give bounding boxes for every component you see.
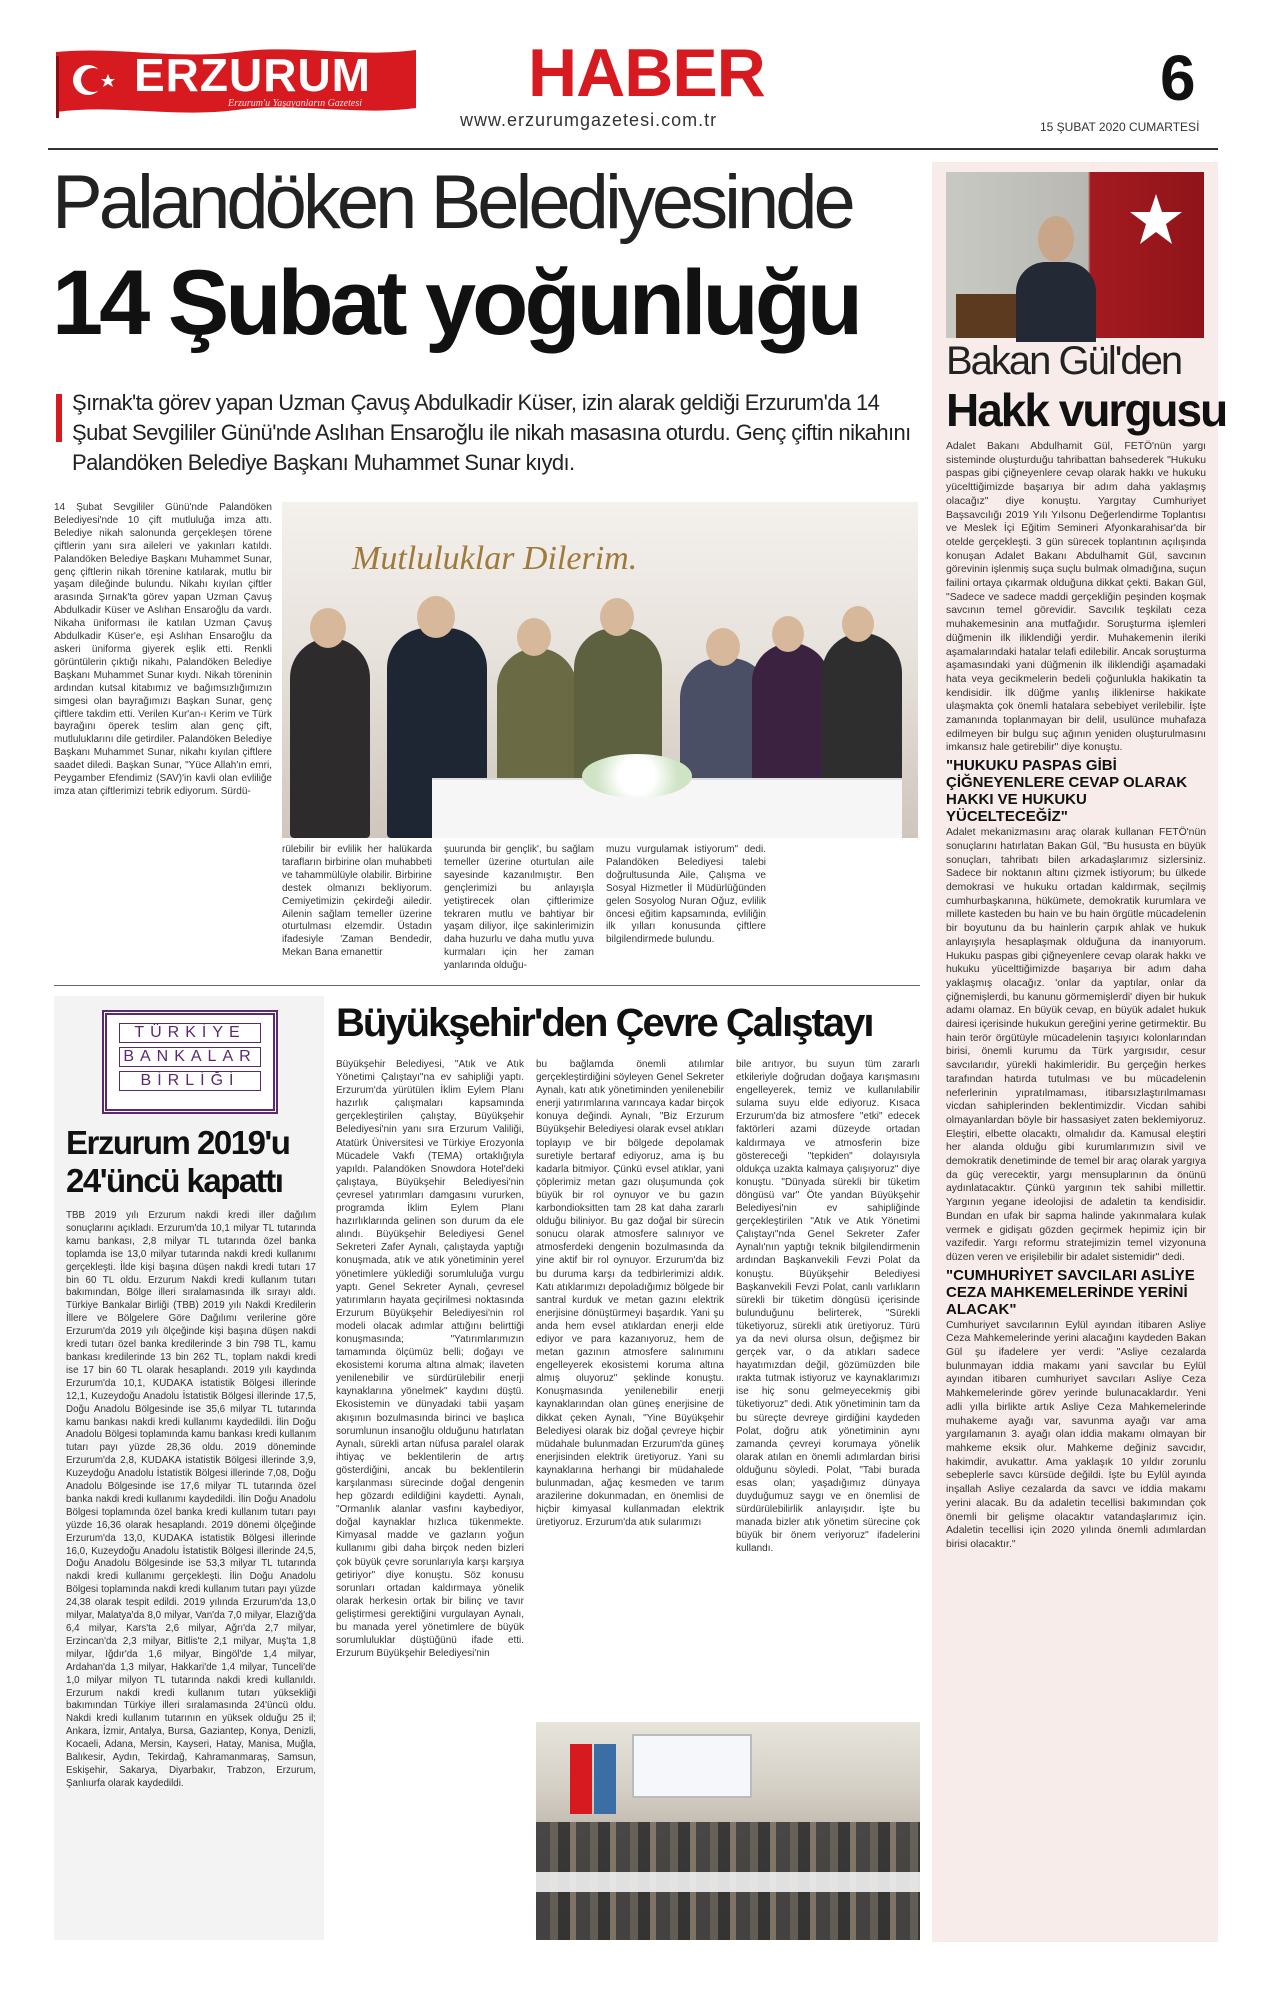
bank-headline-line1: Erzurum 2019'u (66, 1124, 290, 1161)
flag-icon (594, 1744, 616, 1814)
side-headline-line1: Bakan Gül'den (946, 339, 1182, 383)
page-number: 6 (1160, 42, 1196, 114)
minister-photo (946, 172, 1204, 338)
flower-arrangement (582, 754, 692, 798)
flag-emblem-icon (1126, 190, 1186, 250)
person-head (706, 628, 740, 666)
section-title: HABER (528, 35, 765, 111)
bank-body: TBB 2019 yılı Erzurum nakdi kredi iller dağılım sonuçlarını açıkladı. Erzurum'da 10,1 milyar TL tutarında kamu bankası, 2,8 milyar TL tutarında özel banka toplamda ise 13,0 milyar tutarında nakdi kredi kullanımı gerçekleşti. İlde kişi başına düşen nakdi kredi tutarı 17 bin 60 TL oldu. Erzurum Nakdi kredi kullanım tutarı bakımından, Bölge illeri sıralamasında ilk sırayı aldı. Türkiye Bankalar Birliği (TBB) 2019 yılı Nakdi Kredilerin İllere ve Bölgelere Göre Dağılımı verilerine göre Erzurum'da 2019 yılı ölçeğinde kişi başına düşen nakdi kredi tutarı özel banka kredilerinde 3 bin 798 TL, kamu bankası kredilerinde 13 bin 262 TL, toplam nakdi kredi ise 17 bin 60 TL olarak hesaplandı. 2019 yılı kaydında Erzurum'da 10,1, KUDAKA istatistik Bölgesi illerinde 12,1, Kuzeydoğu Anadolu İstatistik Bölgesi illerinde 17,5, Doğu Anadolu Bölgesinde ise 35,6 milyar TL tutarında kamu bankası nakdi kredi kullanımı kaydedildi. İlin Doğu Anadolu Bölgesi toplamında kamu bankası kredi kullanım tutarı payı yüzde 28,36 oldu. 2019 döneminde Erzurum'da 2,8, KUDAKA istatistik Bölgesi illerinde 3,9, Kuzeydoğu Anadolu İstatistik Bölgesi illerinde 7,08, Doğu Anadolu Bölgesinde ise 17,6 milyar TL tutarında özel banka nakdi kredi kullanımı kaydedildi. İlin Doğu Anadolu Bölgesi toplamında özel banka kredi kullanım tutarı payı yüzde 16,36 olarak hesaplandı. 2019 dönemi ölçeğinde Erzurum'da 13,0, KUDAKA istatistik Bölgesi illerinde 16,0, Kuzeydoğu Anadolu İstatistik Bölgesi illerinde 24,5, Doğu Anadolu Bölgesinde ise 53,3 milyar TL tutarında nakdi kredi kullanımı gerçekleşti. İlin Doğu Anadolu Bölgesi toplamında nakdi kredi kullanım tutarı payı yüzde 24,38 olarak tespit edildi. 2019 yılında Erzurum'da 13,0 milyar, Malatya'da 8,0 milyar, Van'da 7,0 milyar, Elazığ'da 6,4 milyar, Kars'ta 2,6 milyar, Ağrı'da 2,7 milyar, Erzincan'da 2,3 milyar, Bitlis'te 2,1 milyar, Muş'ta 1,8 milyar, Iğdır'da 1,6 milyar, Bingöl'de 1,4 milyar, Ardahan'da 1,3 milyar, Hakkari'de 1,4 milyar, Tunceli'de 1,0 milyar milyon TL tutarında nakdi kredi kullanıldı. Erzurum nakdi kredi kullanım tutarı yüksekliği bakımından Türkiye illeri sıralamasında 24'üncü oldu. Nakdi kredi kullanım tutarının en yüksek olduğu 25 il; Ankara, İzmir, Antalya, Bursa, Gaziantep, Konya, Denizli, Kocaeli, Adana, Mersin, Kayseri, Hatay, Manisa, Muğla, Balıkesir, Aydın, Tekirdağ, Kahramanmaraş, Samsun, Eskişehir, Sakarya, Diyarbakır, Trabzon, Erzurum, Şanlıurfa olarak kaydedildi. (66, 1210, 316, 1789)
logo-flag (56, 46, 416, 118)
tbb-logo-line1: TÜRKİYE (119, 1023, 261, 1043)
main-col3: şuurunda bir gençlik', bu sağlam temeller üzerine oturtulan aile sayesinde kazanılmıştır. Ben gençlerimizi bu anlayışla yetiştirecek olan çiftlerimize tekraren mutlu ve bahtiyar bir yaşam diliyor, ilçe sakinlerimizin daha huzurlu ve daha mutlu yuva kurmaları için her zaman yanlarında olduğu- (444, 844, 594, 972)
main-headline-line2: 14 Şubat yoğunluğu (52, 252, 860, 354)
side-body (946, 440, 1206, 1552)
tbb-logo (102, 1010, 278, 1114)
side-headline-line2: Hakk vurgusu (946, 384, 1227, 436)
section-divider (54, 985, 920, 986)
person-head (417, 596, 455, 638)
projection-screen (632, 1734, 752, 1798)
person-head (842, 606, 874, 642)
main-col2: rülebilir bir evlilik her halükarda tarafların birbirine olan muhabbeti ve tahammülüyle olabilir. Birbirine destek olmanızı bekliyorum. Cemiyetimizin çekirdeği ailedir. Ailenin sağlam temeller üzerine oturtulması elzemdir. Üstadın ifadesiyle 'Zaman Bendedir, Mekan Bana emanettir (282, 844, 432, 959)
person-head (310, 608, 346, 648)
lead-paragraph: Şırnak'ta görev yapan Uzman Çavuş Abdulkadir Küser, izin alarak geldiği Erzurum'da 14 Şubat Sevgililer Günü'nde Aslıhan Ensaroğlu ile nikah masasına oturdu. Genç çiftin nikahını Palandöken Belediye Başkanı Muhammet Sunar kıydı. (72, 390, 911, 475)
main-headline-line1: Palandöken Belediyesinde (52, 160, 852, 245)
issue-date: 15 ŞUBAT 2020 CUMARTESİ (1040, 120, 1200, 134)
logo-text: ERZURUM (134, 49, 371, 101)
bank-headline-line2: 24'üncü kapattı (66, 1162, 283, 1199)
tbb-logo-line3: BİRLİĞİ (119, 1071, 261, 1091)
side-subheading-2: "CUMHURİYET SAVCILARI ASLİYE CEZA MAHKEMELERİNDE YERİNİ ALACAK" (946, 1266, 1195, 1318)
tbb-logo-line2: BANKALAR (119, 1047, 261, 1067)
env-col2: bu bağlamda önemli atılımlar gerçekleştirdiğini söyleyen Genel Sekreter Aynalı, katı atık yönetiminden yenilenebilir enerji yatırımlarına varıncaya kadar birçok konuya değindi. Aynalı, "Biz Erzurum Büyükşehir Belediyesi olarak evsel atıkları toplayıp ve bir bölgede depolamak suretiyle bertaraf ediyoruz, ama iş bu kadarla bitmiyor. Çünkü evsel atıklar, yani çöplerimiz metan gazı oluşumunda çok büyük bir rol oynuyor ve bu gazın karbondioksitten tam 28 kat daha zararlı olduğu biliniyor. Bu gaz doğal bir sürecin sonucu olarak atmosfere salınıyor ve atmosferdeki dengenin bozulmasında da yine aktif bir rol oynuyor. Erzurum'da biz bu duruma karşı da tedbirlerimizi aldık. Katı atıklarımızı depoladığımız bölgede bir santral kurduk ve metan gazını elektrik enerjisine dönüştürmeyi başardık. Yani şu anda hem evsel atıklardan enerji elde ediyor ve para kazanıyoruz, hem de metan gazının atmosfere salınımını engelleyerek ekosistemi koruma altına almış oluyoruz" şeklinde konuştu. Konuşmasında yenilenebilir enerji kaynaklarından olan güneş enerjisine de dikkat çeken Aynalı, "Yine Büyükşehir Belediyesi olarak biz doğal çevreye hiçbir müdahale bulunmadan Erzurum'da güneş enerjisinden elektrik üretiyoruz. Yani su kaynaklarına herhangi bir müdahalede bulunmadan, ağaç kesmeden ve tarım arazilerine dokunmadan, en önemlisi de hiçbir kimyasal kullanmadan elektrik üretiyoruz. Erzurum'da atık sularımızı (536, 1059, 724, 1529)
env-col1: Büyükşehir Belediyesi, "Atık ve Atık Yönetimi Çalıştayı"na ev sahipliği yaptı. Erzurum'da yürütülen İklim Eylem Planı hazırlık çalışmaları kapsamında gerçekleştirilen çalıştay, Büyükşehir Belediyesi'nin yanı sıra Erzurum Valiliği, Atatürk Üniversitesi ve Türkiye Erozyonla Mücadele Vakfı (TEMA) ortaklığıyla yapıldı. Palandöken Snowdora Hotel'deki çalıştaya, Büyükşehir Belediyesi'nin çevresel yatırımları damgasını vururken, programda İklim Eylem Planı hazırlıklarında gelinen son durum da ele alındı. Büyükşehir Belediyesi Genel Sekreteri Zafer Aynalı, çalıştayda yaptığı konuşmada, atık ve atık yönetiminin yerel yönetimlere yüklediği sorumluluğa vurgu yaptı. Genel Sekreter Aynalı, çevresel yatırımların hayata geçirilmesi noktasında Erzurum Büyükşehir Belediyesi'nin rol modeli olacak adımlar attığını belirttiği konuşmasında; "Yatırımlarımızın tamamında ölçümüz belli; doğayı ve ekosistemi koruma altına almak; ilaveten yenilenebilir ve sürdürülebilir enerji kaynaklarına yönelmek" kaydını düştü. Ekosistemin ve dünyadaki tabii yaşam akışının bozulmasında birinci ve başlıca sorumlunun insanoğlu olduğunu hatırlatan Aynalı, sürekli artan nüfusa paralel olarak ihtiyaç ve beklentilerin de artış gösterdiğini, ancak bu beklentilerin karşılanması sürecinde doğal dengenin hep gözardı edildiğini kaydetti. Aynalı, "Ormanlık alanlar vasfını kaybediyor, doğal kaynaklar hızlıca tükenmekte. Kimyasal madde ve gazların yoğun kullanımı gibi daha birçok neden bizleri çok büyük çevre sorunlarıyla karşı karşıya getiriyor" diye konuştu. Söz konusu sorunları ortadan kaldırmaya yönelik olarak herkesin ortak bir bilinç ve tavır geliştirmesi gerektiğini vurgulayan Aynalı, bu manada yerel yönetimlere de büyük sorumluluklar düştüğünü ifade etti. Erzurum Büyükşehir Belediyesi'nin (336, 1059, 524, 1660)
person (290, 638, 370, 838)
person-head (517, 618, 551, 656)
photo-banner-text: Mutluluklar Dilerim. (352, 540, 638, 577)
masthead-rule (48, 148, 1218, 150)
lead-accent-bar (56, 394, 62, 442)
logo-tagline: Erzurum'u Yaşayanların Gazetesi (228, 98, 363, 109)
main-col1: 14 Şubat Sevgililer Günü'nde Palandöken Belediyesi'nde 10 çift mutluluğa imza attı. Belediye nikah salonunda gerçekleşen törene çiftlerin yanı sıra aileleri ve yakınları katıldı. Palandöken Belediye Başkanı Muhammet Sunar, genç çiftlerin nikah törenine katılarak, mutlu bir yaşam dileğinde bulundu. Nikahı kıyılan çiftler arasında Şırnak'ta görev yapan Uzman Çavuş Abdulkadir Küser ve Aslıhan Ensaroğlu da vardı. Nikaha üniforması ile katılan Uzman Çavuş Abdulkadir Küser'e, eşi Aslıhan Ensaroğlu da askeri üniforma giyerek eşlik etti. Renkli görüntülerin çıktığı nikahı, Palandöken Belediye Başkanı Muhammet Sunar kıydı. Nikah töreninin ardından kutsal kitabımız ve bağımsızlığımızın simgesi olan bayrağımızı Başkan Sunar, genç çiftlere takdim etti. Verilen Kur'an-ı Kerim ve Türk bayrağını öperek teslim alan genç çift, mutluluklarını dile getirdiler. Palandöken Belediye Başkanı Muhammet Sunar, nikahı kıyılan çiftlere saadet diledi. Başkan Sunar, "Yüce Allah'ın emri, Peygamber Efendimiz (SAV)'in kavli olan evliliğe imza atan çiftlerimizi tebrik ediyorum. Sürdü- (54, 502, 272, 797)
side-paragraph-2: Adalet mekanizmasını araç olarak kullanan FETÖ'nün sonuçlarını hatırlatan Bakan Gül, "Bu hususta en büyük sonuçları, tahribatı bilen arkadaşlarımız sizlersiniz. Sadece bir noktanın altını çizmek istiyorum; bu ülkede demokrasi ve hukuku ortadan kaldırmak, seçilmiş cumhurbaşkanına, hükümete, demokratik kurumlara ve millete kasteden bu hain ve bu hain örgütle mücadelenin bir boyutunu da bu hainlerin çarpık ahlak ve hukuk anlayışıyla hesaplaşmak olduğuna da inanıyorum. Hukuku paspas gibi çiğneyenlere cevap olarak hakkı ve hukuku yücelttiğimizde başarıya bir adım daha yaklaşmış olacağız. 'onlar da yaptılar, onlar da çiğnemişlerdi, bu kanunu görmemişlerdi' diyen bir hukuk adamı olamaz. En büyük cevap, en büyük adalet hukuk dairesi içerisinde hukukun gereğini yerine getirmektir. Bu hain terör örgütüyle mücadelenin taşıyıcı kolonlarından birisi, önemli kurumu da Türk yargısıdır, cesur savcılarıdır, yürekli hakimleridir. Bu gerçeğin herkes tarafından hatırda tutulması ve bu mücadelenin neferlerinin yıpratılmaması, itibarsızlaştırılmaması vicdan sahiplerinden beklentimizdir. Vicdan sahibi olmayanlardan böyle bir hassasiyet zaten beklemiyoruz. Eleştiri, elbette olacaktı, olmalıdır da. Kamusal eleştiri her alanda olduğu gibi kurumlarımızın sivil ve demokratik denetiminde de temel bir araç olarak yargıya da güç verecektir, yargı mensuplarının da önünü aydınlatacaktır. Çünkü yargının tek sahibi millettir. Yargının yegane ideolojisi de adaletin ta kendisidir. Bundan en ufak bir sapma halinde yakınmalara kulak vermek e gidişatı gözden geçirmek hepimiz için bir vazifedir. Yargı reformu stratejimizin temel vizyonuna düzen veren ve erişilebilir bir adalet sistemidir" dedi. (946, 827, 1206, 1263)
env-col3: bile arıtıyor, bu suyun tüm zararlı etkileriyle doğrudan doğaya karışmasını engelleyerek, temiz ve kullanılabilir sulama suyu elde ediyoruz. Kısaca Erzurum'da biz atmosfere "etki" edecek faktörleri azami düzeyde ortadan kaldırmaya ve atmosferin bize göstereceği "tepkiden" dolayısıyla oldukça uzakta kalmaya çalışıyoruz" diye konuştu. "Dünyada sürekli bir tüketim döngüsü var" Öte yandan Büyükşehir Belediyesi'nin ev sahipliğinde gerçekleştirilen "Atık ve Atık Yönetimi Çalıştayı"nda Genel Sekreter Zafer Aynalı'nın yaptığı teknik bilgilendirmenin ardından Başkanvekili Fevzi Polat da konuştu. Büyükşehir Belediyesi Başkanvekili Fevzi Polat, canlı varlıkların sürekli bir tüketim döngüsü içerisinde bulunduğunu belirterek, "Sürekli tüketiyoruz, sürekli atık üretiyoruz. Türü ya da nevi olursa olsun, değişmez bir gerçek var, o da atıkları sadece hayatımızdan değil, gözümüzden bile ırakta tutmak istiyoruz ve kaynaklarımızı ise hiç sonu gelmeyecekmiş gibi tüketiyoruz" dedi. Atık yönetiminin tam da bu süreçte devreye girdiğini kaydeden Polat, doğru atık yönetiminin aynı zamanda çevreyi korumaya yönelik olarak atılan en önemli adımlardan birisi olduğunu söyledi. Polat, "Tabi burada esas olan; yaşadığımız dünyaya duyduğumuz saygı ve en önemlisi de sürdürülebilirlik anlayışıdır. İşte bu manada bizler atık yönetim sürecine çok büyük bir önem veriyoruz" ifadelerini kullandı. (736, 1059, 920, 1555)
tables (536, 1872, 920, 1892)
podium (956, 294, 1016, 338)
side-paragraph-3: Cumhuriyet savcılarının Eylül ayından itibaren Asliye Ceza Mahkemelerinde yerini alacağını kaydeden Bakan Gül şu ifadelere yer verdi: "Asliye cezalarda bulunmayan iddia makamı yani savcılar bu Eylül ayından itibaren cumhuriyet savcıları Asliye Ceza Mahkemelerinde görev yerinde bulunacaklardır. Yeni adli yılla birlikte artık Asliye Ceza Mahkemelerinde muhakeme ayağı var, savunma ayağı var ama yargılamanın 3. ayağı olan iddia makamı olmayan bir mahkeme eksik olur. Mahkeme değiniz savcıdır, hakimdir, avukattır. Ama yaklaşık 10 yıldır zorunlu sebeplerle savcı kürsüde değildi. İşte bu Eylül ayında inşallah Asliye cezalarda da savcı ve iddia makamı yerini alacak. Bu da adaletin tecellisi bakımından çok önemli bir gelişme olacaktır vatandaşlarımız için. Adaletin tecellisi için 2020 yılında önemli adımlardan birisi olacaktır." (946, 1319, 1206, 1550)
website-link[interactable]: www.erzurumgazetesi.com.tr (460, 110, 718, 130)
person-head (772, 616, 804, 652)
workshop-photo (536, 1722, 920, 1940)
env-headline: Büyükşehir'den Çevre Çalıştayı (336, 1001, 873, 1045)
side-paragraph-1: Adalet Bakanı Abdulhamit Gül, FETÖ'nün yargı sisteminde oluşturduğu tahribattan bahsederek "Hukuku paspas gibi çiğneyenlere cevap olarak hakkı ve hukuku yücelttiğimizde başarıya bir adım daha yaklaşmış olacağız" diye konuştu. Yargıtay Cumhuriyet Başsavcılığı 2019 Yılı Yılsonu Değerlendirme Toplantısı ve Meslek İçi Eğitim Semineri Afyonkarahisar'da bir otelde gerçekleşti. 3 gün sürecek toplantının açılışında konuşan Adalet Bakanı Abdulhamit Gül, savcının görevinin işlenmiş suça suçlu bulmak olmadığına, suçun failini ortaya çıkarmak olduğuna dikkat çekti. Bakan Gül, "Sadece ve sadece maddi gerçekliğin peşinden koşmak savcının temel görevidir. Savcılık teşkilatı ceza muhakemesinin ana mutfağıdır. Soruşturma işlemleri düğmenin ilk iliklendiği yerdir. Muhakemenin ileriki aşamalarındaki hatalar telafi edilebilir. Ancak soruşturma aşamasındaki yani düğmenin ilk iliklendiği aşamadaki hata veya gecikmelerin bedeli çoğunlukla hakikatin ta kendisidir. İlk düğme yanlış iliklenirse hakikate ulaşmakta çok önemli hatalara sebebiyet verilebilir. İşte zamanında toplanmayan bir delil, usulünce muhafaza edilmeyen bir bulgu suç ağının yeniden oluşturulmasını imkansız hale getirebilir" diye konuştu. (946, 441, 1206, 754)
person-head (600, 598, 634, 636)
turkish-flag-icon (570, 1744, 592, 1814)
speaker-head (1038, 216, 1074, 262)
wedding-photo (282, 502, 918, 838)
masthead (0, 0, 1266, 145)
side-subheading-1: "HUKUKU PASPAS GİBİ ÇİĞNEYENLERE CEVAP OLARAK HAKKI VE HUKUKU YÜCELTECEĞİZ" (946, 757, 1188, 826)
speaker-body (1016, 262, 1096, 342)
main-col4: muzu vurgulamak istiyorum" dedi. Palandöken Belediyesi talebi doğrultusunda Aile, Çalışma ve Sosyal Hizmetler İl Müdürlüğünden gelen Sosyolog Nuran Oğuz, evlilik öncesi eğitim kapsamında, evliliğin ilk yılları konusunda çiftlere bilgilendirmede bulundu. (606, 844, 766, 946)
